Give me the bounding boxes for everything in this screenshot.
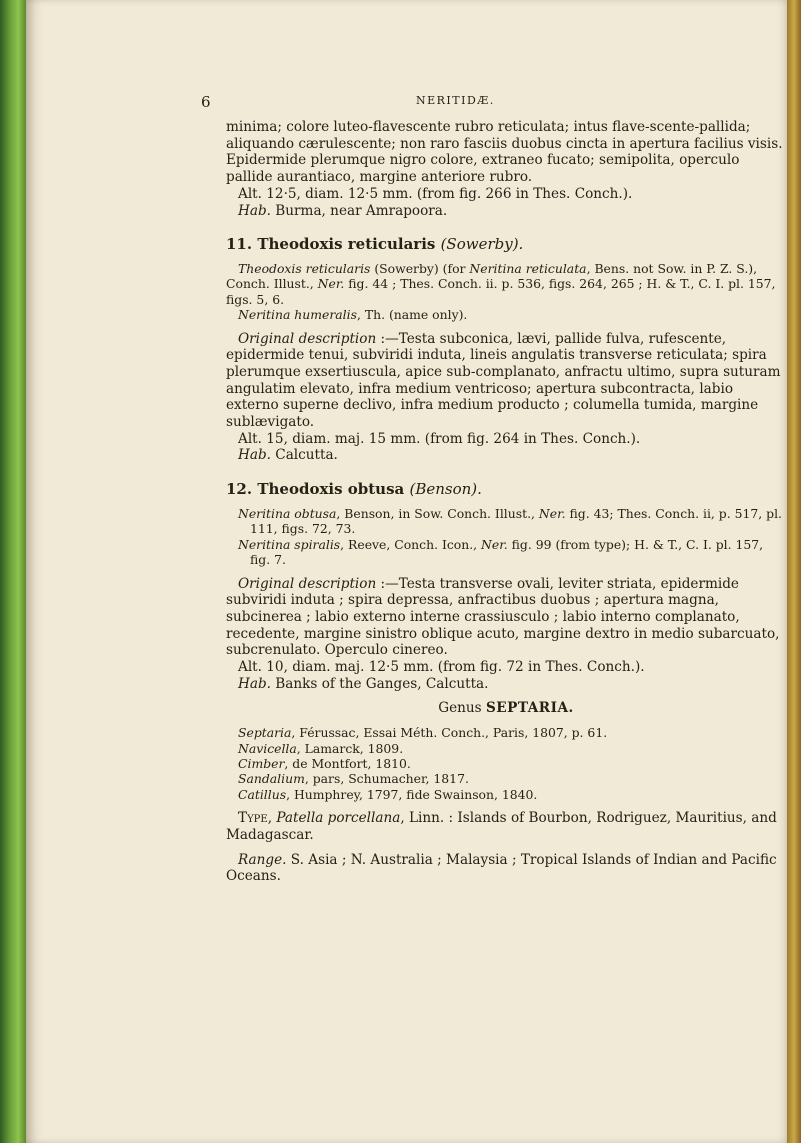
synonym-text: , Humphrey, 1797, fide Swainson, 1840. [286, 786, 538, 802]
genus-synonym [226, 725, 786, 740]
genus-synonym [226, 741, 786, 756]
intro-hab [226, 203, 786, 220]
synonym-text: , Th. (name only). [356, 307, 468, 323]
range-label: Range. [238, 851, 287, 868]
type-name: Patella porcellana [276, 810, 401, 827]
book-page [26, 0, 788, 1143]
species-11-synonym-1 [226, 261, 786, 307]
range-text: S. Asia ; N. Australia ; Malaysia ; Tropical Islands of Indian and Pacific Oceans. [226, 851, 777, 885]
synonym-text: , Bens. not Sow. in P. Z. S.), Conch. Illust., [226, 260, 758, 292]
page-content [26, 0, 788, 1143]
synonym-text: , de Montfort, 1810. [284, 755, 411, 771]
synonym-text: , Férussac, Essai Méth. Conch., Paris, 1807, p. 61. [291, 725, 608, 741]
synonym-name: Theodoxis reticularis [238, 260, 371, 276]
synonym-name: Navicella [238, 740, 297, 756]
species-12-description [226, 576, 786, 660]
synonym-name: Neritina spiralis [238, 536, 341, 552]
description-label: Original description [238, 330, 377, 347]
synonym-text: , pars, Schumacher, 1817. [304, 771, 469, 787]
synonym-name: Neritina humeralis [238, 307, 357, 323]
species-name: Theodoxis reticularis [257, 235, 436, 254]
species-name: Theodoxis obtusa [257, 480, 405, 499]
hab-text: Burma, near Amrapoora. [270, 202, 448, 219]
type-text: , Linn. : Islands of Bourbon, Rodriguez, Mauritius, and Madagascar. [226, 810, 777, 843]
hab-text: Calcutta. [270, 447, 338, 464]
synonym-italic: Ner. [317, 276, 345, 292]
hab-label: Hab. [238, 675, 271, 692]
species-number: 11. [226, 235, 253, 254]
page-number: 6 [201, 93, 211, 111]
species-author: (Sowerby). [440, 235, 524, 254]
species-author: (Benson). [409, 480, 482, 499]
synonym-name: Neritina obtusa [238, 505, 337, 521]
synonym-name: Catillus [238, 786, 287, 802]
synonym-italic: Ner. [538, 505, 566, 521]
book-binding-left [0, 0, 26, 1143]
synonym-name: Sandalium [238, 771, 305, 787]
species-12-hab [226, 676, 786, 693]
intro-alt: Alt. 12·5, diam. 12·5 mm. (from fig. 266 in Thes. Conch.). [238, 185, 633, 202]
genus-range [226, 852, 786, 885]
description-text: :—Testa subconica, lævi, pallide fulva, rufescente, epidermide tenui, subviridi induta, lineis angulatis transverse reticulata; spira plerumque exsertiuscula, apice sub-complanato, anfractu ultimo, supra suturam angulatim elevato, infra medium ventricoso; apertura subcontracta, labio externo superne declivo, infra medium producto ; columella tumida, margine sublævigato. [226, 330, 781, 431]
synonym-italic: Neritina reticulata [469, 260, 587, 276]
synonym-text: fig. 99 (from type); H. & T., C. I. pl. 157, fig. 7. [250, 536, 764, 568]
synonym-text: , Benson, in Sow. Conch. Illust., [336, 505, 539, 521]
synonym-text: , Lamarck, 1809. [296, 740, 404, 756]
intro-paragraph: minima; colore luteo-flavescente rubro reticulata; intus flave-scente-pallida; aliquando cærulescente; non raro fasciis duobus cincta in apertura facilius visis. Epidermide plerumque nigro colore, extraneo fucato; semipolita, operculo pallide aurantiaco, margine anteriore rubro. [226, 119, 783, 186]
body-text [226, 119, 786, 885]
hab-label: Hab. [238, 202, 271, 219]
genus-synonymy [226, 725, 786, 802]
genus-synonym [226, 787, 786, 802]
species-12-alt: Alt. 10, diam. maj. 12·5 mm. (from fig. 72 in Thes. Conch.). [238, 659, 645, 676]
species-11-hab [226, 447, 786, 464]
species-11-heading [226, 236, 786, 253]
hab-label: Hab. [238, 447, 271, 464]
hab-text: Banks of the Ganges, Calcutta. [270, 675, 489, 692]
genus-name: SEPTARIA. [485, 700, 574, 717]
synonym-name: Septaria [238, 725, 292, 741]
species-11-description [226, 331, 786, 431]
synonym-text: (Sowerby) (for [370, 260, 470, 276]
description-text: :—Testa transverse ovali, leviter striata, epidermide subviridi induta ; spira depressa, anfractibus duobus ; apertura magna, subcinerea ; labio externo interne crassiusculo ; labio interno complanato, recedente, margine sinistro oblique acuto, margine dextro in medio subarcuato, subcrenulato. Operculo cinereo. [226, 575, 780, 659]
synonym-text: , Reeve, Conch. Icon., [340, 536, 482, 552]
synonym-text: fig. 43; Thes. Conch. ii, p. 517, pl. 111, figs. 72, 73. [250, 505, 782, 537]
synonym-text: fig. 44 ; Thes. Conch. ii. p. 536, figs. 264, 265 ; H. & T., C. I. pl. 157, figs. 5, 6. [226, 276, 776, 307]
description-label: Original description [238, 575, 377, 592]
book-edge-right [787, 0, 801, 1143]
type-label: Type, [238, 810, 273, 827]
species-12-synonym-2 [238, 537, 786, 568]
running-title: NERITIDÆ. [416, 94, 495, 107]
species-number: 12. [226, 480, 253, 499]
synonym-name: Cimber [238, 755, 285, 771]
species-12-heading [226, 481, 786, 498]
species-11-alt: Alt. 15, diam. maj. 15 mm. (from fig. 264 in Thes. Conch.). [238, 430, 641, 447]
genus-synonym [226, 771, 786, 786]
synonym-italic: Ner. [481, 536, 508, 552]
species-11-synonym-2 [226, 307, 786, 322]
genus-synonym [226, 756, 786, 771]
genus-heading [226, 700, 786, 717]
species-12-synonym-1 [238, 506, 786, 537]
page-header [26, 93, 788, 113]
genus-type [226, 810, 786, 843]
genus-label: Genus [438, 700, 482, 717]
